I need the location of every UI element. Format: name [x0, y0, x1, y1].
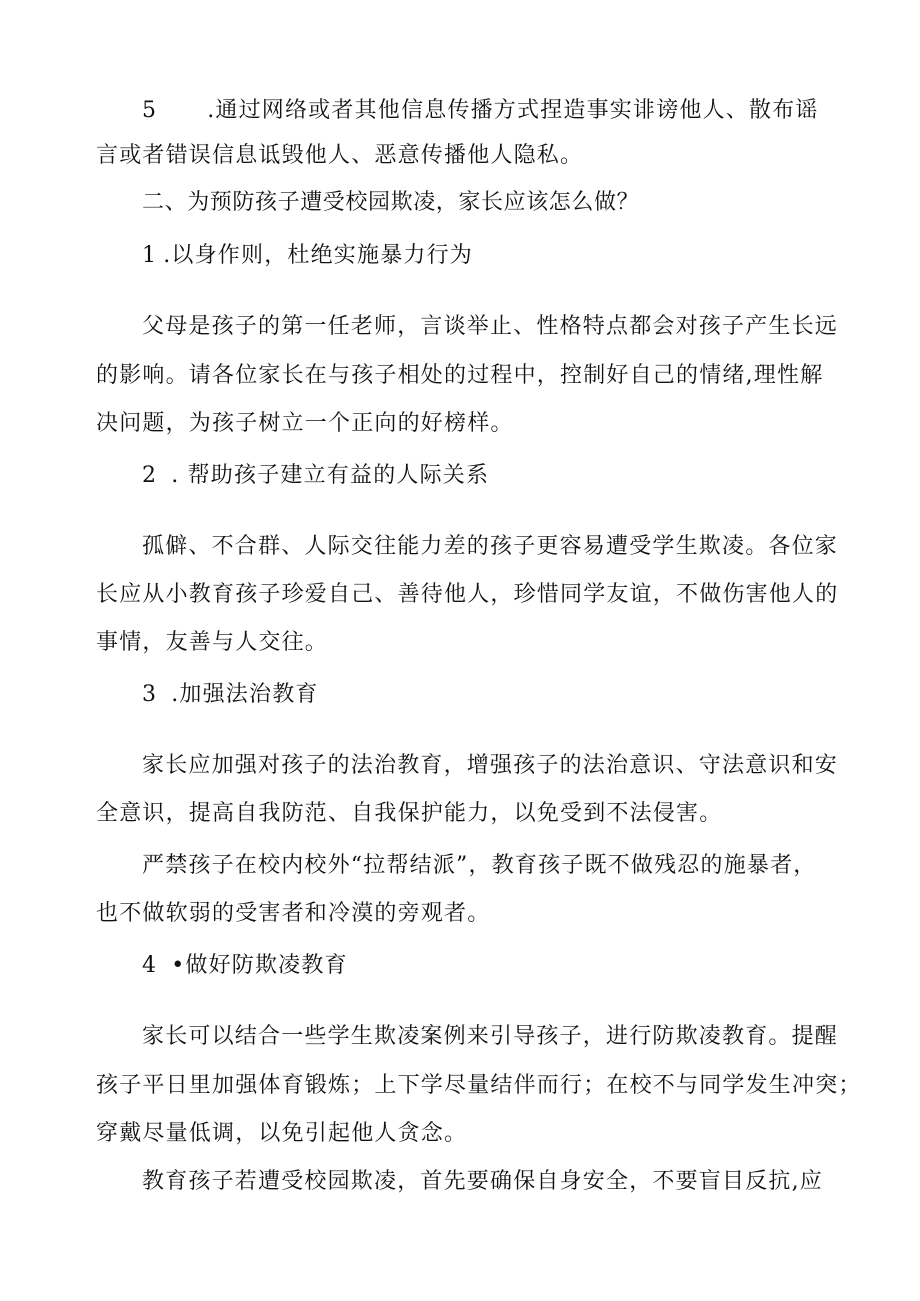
sub-2-para-line: 事情，友善与人交往。: [96, 630, 329, 655]
sub-3-para-1-line: 家长应加强对孩子的法治教育，增强孩子的法治意识、守法意识和安: [142, 753, 839, 778]
sub-2-title: [142, 461, 489, 491]
sub-4-para-1-line: 孩子平日里加强体育锻炼；上下学尽量结伴而行；在校不与同学发生冲突；: [96, 1073, 862, 1098]
sub-4-para-1-line: 穿戴尽量低调，以免引起他人贪念。: [96, 1121, 468, 1146]
sub-1-para-line: 决问题，为孩子树立一个正向的好榜样。: [96, 411, 514, 436]
sub-2-title-text: . 帮助孩子建立有益的人际关系: [171, 463, 490, 488]
sub-4-title: [142, 951, 348, 981]
sub-2-number: 2: [142, 463, 158, 488]
sub-1-title: [142, 241, 473, 271]
sub-3-para-2-line: 严禁孩子在校内校外“拉帮结派”，教育孩子既不做残忍的施暴者，: [142, 853, 817, 878]
sub-3-para-1-line: 全意识，提高自我防范、自我保护能力，以免受到不法侵害。: [96, 801, 723, 826]
sub-1-title-text: .以身作则，杜绝实施暴力行为: [163, 243, 473, 268]
sub-3-number: 3: [142, 682, 158, 707]
sub-3-title: [142, 680, 319, 710]
section-2-heading: 二、为预防孩子遭受校园欺凌，家长应该怎么做？: [142, 190, 640, 215]
sub-3-para-2-line: 也不做软弱的受害者和冷漠的旁观者。: [96, 901, 491, 926]
sub-1-para-line: 的影响。请各位家长在与孩子相处的过程中，控制好自己的情绪,理性解: [96, 363, 824, 388]
sub-2-para-line: 长应从小教育孩子珍爱自己、善待他人，珍惜同学友谊，不做伤害他人的: [96, 582, 839, 607]
sub-2-para-line: 孤僻、不合群、人际交往能力差的孩子更容易遭受学生欺凌。各位家: [142, 534, 839, 559]
sub-4-para-2-line: 教育孩子若遭受校园欺凌，首先要确保自身安全，不要盲目反抗,应: [142, 1169, 823, 1194]
item-5-text: .通过网络或者其他信息传播方式捏造事实诽谤他人、散布谣: [207, 98, 819, 123]
sub-3-title-text: .加强法治教育: [171, 682, 319, 707]
sub-1-para-line: 父母是孩子的第一任老师，言谈举止、性格特点都会对孩子产生长远: [142, 314, 839, 339]
sub-4-title-text: •做好防欺凌教育: [171, 953, 348, 978]
item-5-line-2: 言或者错误信息诋毁他人、恶意传播他人隐私。: [96, 143, 584, 168]
item-5-line-1: [142, 96, 819, 126]
sub-1-number: 1: [142, 243, 158, 268]
item-5-number: 5: [142, 98, 158, 123]
sub-4-number: 4: [142, 953, 158, 978]
sub-4-para-1-line: 家长可以结合一些学生欺凌案例来引导孩子，进行防欺凌教育。提醒: [142, 1024, 839, 1049]
